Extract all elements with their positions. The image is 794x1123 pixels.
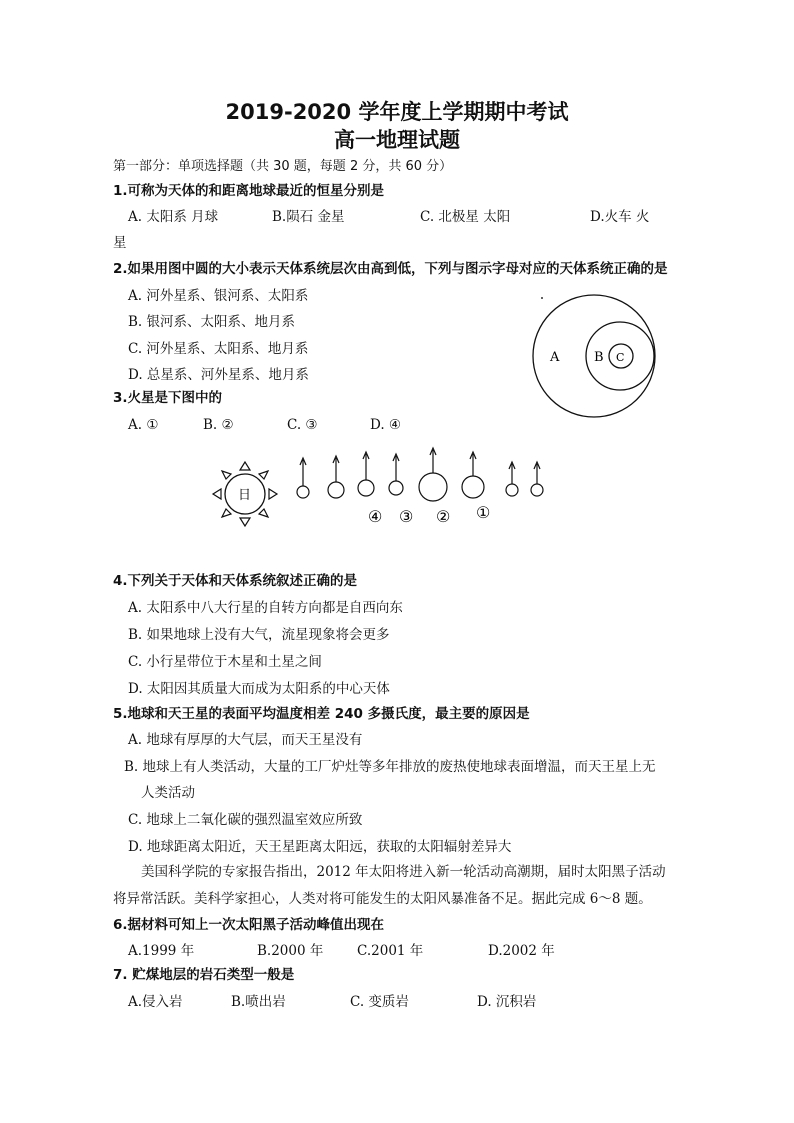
question-4-option-d: D. 太阳因其质量大而成为太阳系的中心天体 (128, 681, 390, 697)
sun-icon (213, 462, 277, 526)
question-7-stem: 7. 贮煤地层的岩石类型一般是 (113, 967, 295, 983)
planet-uranus (506, 462, 518, 496)
circle-label-a: A (550, 350, 560, 365)
question-2-option-b: B. 银河系、太阳系、地月系 (128, 314, 296, 330)
planet-mars (389, 454, 403, 495)
question-4-stem: 4.下列关于天体和天体系统叙述正确的是 (113, 573, 358, 589)
exam-subtitle: 高一地理试题 (334, 128, 460, 152)
planet-mark-3: ③ (399, 507, 414, 526)
question-5-option-a: A. 地球有厚厚的大气层，而天王星没有 (128, 732, 363, 748)
question-3-option-a: A. ① (128, 417, 159, 433)
question-4-option-b: B. 如果地球上没有大气，流星现象将会更多 (128, 627, 390, 643)
material-line-2: 将异常活跃。美科学家担心，人类对将可能发生的太阳风暴准备不足。据此完成 6～8 题。 (113, 891, 652, 907)
question-3-stem: 3.火星是下图中的 (113, 390, 223, 406)
question-6-option-a: A.1999 年 (128, 943, 195, 959)
planet-mark-1: ① (476, 503, 491, 522)
circle-label-c: C (616, 351, 625, 364)
planet-saturn (462, 452, 484, 498)
question-3-option-b: B. ② (203, 417, 234, 433)
question-1-option-b: B.陨石 金星 (272, 209, 345, 225)
nested-circles-figure (528, 288, 668, 418)
question-7-option-c: C. 变质岩 (350, 994, 409, 1010)
question-5-option-d: D. 地球距离太阳近，天王星距离太阳远，获取的太阳辐射差异大 (128, 839, 512, 855)
question-1-stem: 1.可称为天体的和距离地球最近的恒星分别是 (113, 183, 385, 199)
solar-system-figure (205, 440, 565, 540)
question-3-option-d: D. ④ (370, 417, 402, 433)
question-5-option-c: C. 地球上二氧化碳的强烈温室效应所致 (128, 812, 363, 828)
planet-mercury (297, 458, 309, 498)
planet-venus (328, 456, 344, 498)
exam-title: 2019-2020 学年度上学期期中考试 (225, 100, 569, 124)
question-6-option-b: B.2000 年 (257, 943, 324, 959)
question-1-option-d-wrap: 星 (113, 235, 127, 251)
question-2-option-d: D. 总星系、河外星系、地月系 (128, 367, 309, 383)
question-1-option-a: A. 太阳系 月球 (128, 209, 219, 225)
material-line-1: 美国科学院的专家报告指出，2012 年太阳将进入新一轮活动高潮期，届时太阳黑子活动 (141, 864, 666, 880)
question-6-option-d: D.2002 年 (488, 943, 555, 959)
question-2-option-a: A. 河外星系、银河系、太阳系 (128, 288, 309, 304)
planet-earth (358, 452, 374, 496)
question-4-option-a: A. 太阳系中八大行星的自转方向都是自西向东 (128, 600, 403, 616)
question-5-option-b-wrap: 人类活动 (141, 785, 195, 801)
question-4-option-c: C. 小行星带位于木星和土星之间 (128, 654, 322, 670)
planet-neptune (531, 462, 543, 496)
question-7-option-b: B.喷出岩 (231, 994, 286, 1010)
planet-mark-4: ④ (368, 507, 383, 526)
question-5-option-b: B. 地球上有人类活动，大量的工厂炉灶等多年排放的废热使地球表面增温，而天王星上无 (124, 759, 656, 775)
question-2-stem: 2.如果用图中圆的大小表示天体系统层次由高到低，下列与图示字母对应的天体系统正确的是 (113, 261, 668, 277)
question-6-stem: 6.据材料可知上一次太阳黑子活动峰值出现在 (113, 917, 385, 933)
sun-label: 日 (238, 488, 252, 503)
question-1-option-c: C. 北极星 太阳 (420, 209, 511, 225)
question-6-option-c: C.2001 年 (357, 943, 424, 959)
question-3-option-c: C. ③ (287, 417, 318, 433)
section-heading: 第一部分：单项选择题（共 30 题，每题 2 分，共 60 分） (113, 159, 453, 174)
planet-mark-2: ② (436, 507, 451, 526)
question-2-option-c: C. 河外星系、太阳系、地月系 (128, 341, 309, 357)
circle-label-b: B (594, 350, 604, 365)
question-7-option-a: A.侵入岩 (128, 994, 183, 1010)
question-7-option-d: D. 沉积岩 (477, 994, 537, 1010)
question-5-stem: 5.地球和天王星的表面平均温度相差 240 多摄氏度，最主要的原因是 (113, 706, 530, 722)
question-1-option-d: D.火车 火 (590, 209, 650, 225)
planet-jupiter (419, 448, 447, 501)
